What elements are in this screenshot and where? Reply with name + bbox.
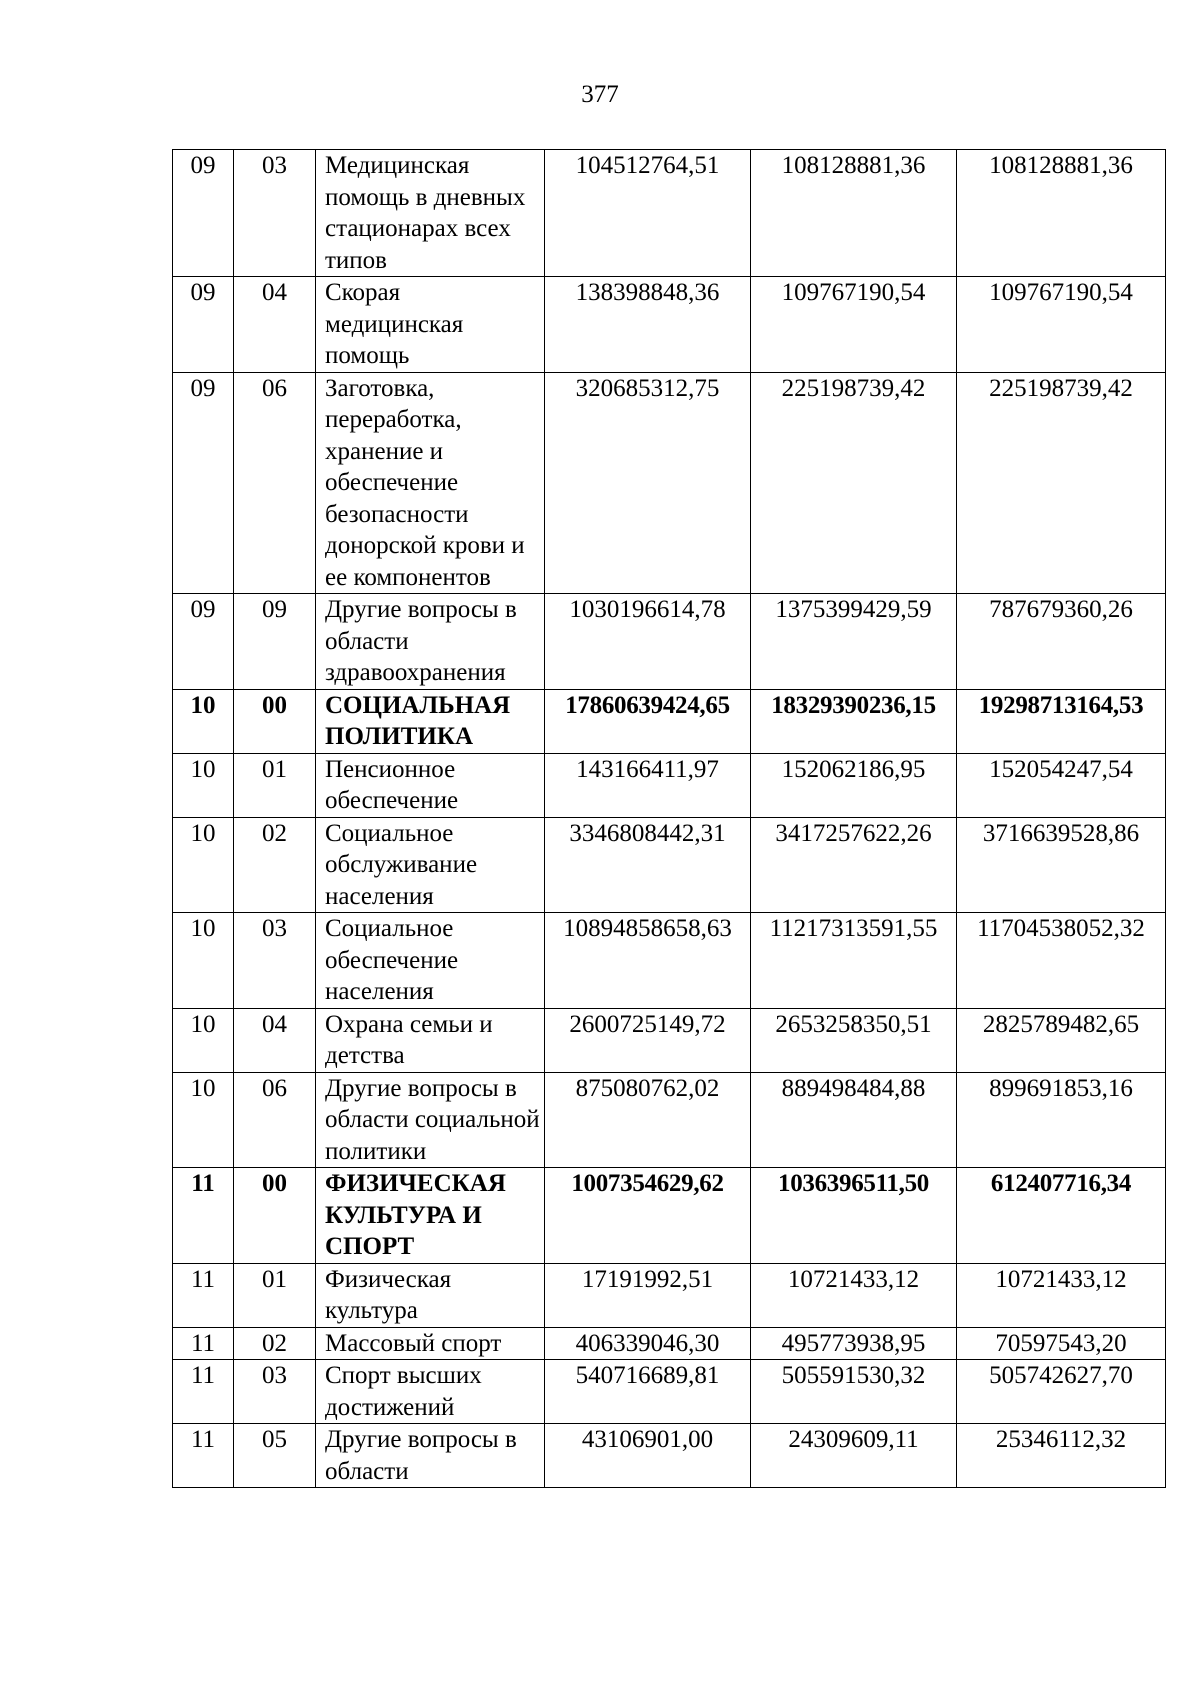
- subsection-code-cell: 09: [234, 594, 316, 690]
- item-name-cell: Физическая культура: [316, 1263, 545, 1327]
- section-code-cell: 09: [173, 372, 234, 594]
- subsection-code-cell: 02: [234, 817, 316, 913]
- table-row: [173, 150, 1166, 277]
- subsection-code-cell: 03: [234, 1360, 316, 1424]
- amount-3-cell: 505742627,70: [957, 1360, 1166, 1424]
- subsection-code-cell: 02: [234, 1327, 316, 1360]
- section-code-cell: 10: [173, 1072, 234, 1168]
- table-row: [173, 817, 1166, 913]
- section-code-cell: 11: [173, 1168, 234, 1264]
- item-name-cell: Массовый спорт: [316, 1327, 545, 1360]
- item-name-cell: Социальное обслуживание населения: [316, 817, 545, 913]
- table-row: [173, 277, 1166, 373]
- amount-2-cell: 505591530,32: [751, 1360, 957, 1424]
- amount-2-cell: 10721433,12: [751, 1263, 957, 1327]
- amount-3-cell: 2825789482,65: [957, 1008, 1166, 1072]
- amount-2-cell: 1375399429,59: [751, 594, 957, 690]
- amount-1-cell: 138398848,36: [545, 277, 751, 373]
- subsection-code-cell: 06: [234, 372, 316, 594]
- subsection-code-cell: 03: [234, 913, 316, 1009]
- table-row: [173, 1008, 1166, 1072]
- amount-2-cell: 152062186,95: [751, 753, 957, 817]
- amount-3-cell: 152054247,54: [957, 753, 1166, 817]
- section-code-cell: 11: [173, 1263, 234, 1327]
- amount-3-cell: 108128881,36: [957, 150, 1166, 277]
- amount-3-cell: 109767190,54: [957, 277, 1166, 373]
- table-row: [173, 372, 1166, 594]
- table-row: [173, 1360, 1166, 1424]
- amount-1-cell: 1030196614,78: [545, 594, 751, 690]
- amount-2-cell: 889498484,88: [751, 1072, 957, 1168]
- amount-3-cell: 225198739,42: [957, 372, 1166, 594]
- amount-1-cell: 3346808442,31: [545, 817, 751, 913]
- amount-1-cell: 406339046,30: [545, 1327, 751, 1360]
- item-name-cell: Социальное обеспечение населения: [316, 913, 545, 1009]
- amount-2-cell: 2653258350,51: [751, 1008, 957, 1072]
- section-code-cell: 11: [173, 1360, 234, 1424]
- item-name-cell: Медицинская помощь в дневных стационарах всех типов: [316, 150, 545, 277]
- amount-3-cell: 11704538052,32: [957, 913, 1166, 1009]
- amount-3-cell: 25346112,32: [957, 1424, 1166, 1488]
- amount-3-cell: 10721433,12: [957, 1263, 1166, 1327]
- item-name-cell: Другие вопросы в области социальной политики: [316, 1072, 545, 1168]
- section-code-cell: 10: [173, 817, 234, 913]
- amount-1-cell: 17191992,51: [545, 1263, 751, 1327]
- table-row: [173, 753, 1166, 817]
- section-total-row: [173, 1168, 1166, 1264]
- item-name-cell: Другие вопросы в области здравоохранения: [316, 594, 545, 690]
- item-name-cell: ФИЗИЧЕСКАЯ КУЛЬТУРА И СПОРТ: [316, 1168, 545, 1264]
- subsection-code-cell: 00: [234, 1168, 316, 1264]
- amount-3-cell: 19298713164,53: [957, 689, 1166, 753]
- section-code-cell: 10: [173, 913, 234, 1009]
- amount-3-cell: 612407716,34: [957, 1168, 1166, 1264]
- amount-1-cell: 875080762,02: [545, 1072, 751, 1168]
- subsection-code-cell: 04: [234, 277, 316, 373]
- table-row: [173, 1424, 1166, 1488]
- amount-1-cell: 104512764,51: [545, 150, 751, 277]
- section-code-cell: 10: [173, 689, 234, 753]
- section-code-cell: 09: [173, 277, 234, 373]
- budget-table: [172, 149, 1166, 1488]
- item-name-cell: Другие вопросы в области: [316, 1424, 545, 1488]
- amount-1-cell: 2600725149,72: [545, 1008, 751, 1072]
- subsection-code-cell: 05: [234, 1424, 316, 1488]
- section-code-cell: 10: [173, 753, 234, 817]
- amount-2-cell: 24309609,11: [751, 1424, 957, 1488]
- item-name-cell: Заготовка, переработка, хранение и обеспечение безопасности донорской крови и ее компонентов: [316, 372, 545, 594]
- amount-2-cell: 109767190,54: [751, 277, 957, 373]
- amount-1-cell: 17860639424,65: [545, 689, 751, 753]
- table-row: [173, 594, 1166, 690]
- item-name-cell: Охрана семьи и детства: [316, 1008, 545, 1072]
- amount-2-cell: 11217313591,55: [751, 913, 957, 1009]
- amount-3-cell: 787679360,26: [957, 594, 1166, 690]
- subsection-code-cell: 03: [234, 150, 316, 277]
- table-row: [173, 913, 1166, 1009]
- amount-1-cell: 143166411,97: [545, 753, 751, 817]
- item-name-cell: СОЦИАЛЬНАЯ ПОЛИТИКА: [316, 689, 545, 753]
- table-row: [173, 1327, 1166, 1360]
- amount-3-cell: 899691853,16: [957, 1072, 1166, 1168]
- item-name-cell: Пенсионное обеспечение: [316, 753, 545, 817]
- amount-2-cell: 108128881,36: [751, 150, 957, 277]
- subsection-code-cell: 01: [234, 1263, 316, 1327]
- item-name-cell: Скорая медицинская помощь: [316, 277, 545, 373]
- subsection-code-cell: 06: [234, 1072, 316, 1168]
- section-total-row: [173, 689, 1166, 753]
- amount-2-cell: 1036396511,50: [751, 1168, 957, 1264]
- amount-2-cell: 495773938,95: [751, 1327, 957, 1360]
- section-code-cell: 11: [173, 1424, 234, 1488]
- amount-2-cell: 3417257622,26: [751, 817, 957, 913]
- amount-1-cell: 43106901,00: [545, 1424, 751, 1488]
- amount-1-cell: 540716689,81: [545, 1360, 751, 1424]
- amount-2-cell: 18329390236,15: [751, 689, 957, 753]
- table-row: [173, 1072, 1166, 1168]
- table-row: [173, 1263, 1166, 1327]
- section-code-cell: 10: [173, 1008, 234, 1072]
- amount-1-cell: 320685312,75: [545, 372, 751, 594]
- amount-3-cell: 3716639528,86: [957, 817, 1166, 913]
- subsection-code-cell: 04: [234, 1008, 316, 1072]
- item-name-cell: Спорт высших достижений: [316, 1360, 545, 1424]
- subsection-code-cell: 00: [234, 689, 316, 753]
- amount-1-cell: 1007354629,62: [545, 1168, 751, 1264]
- page-number: 377: [581, 81, 619, 108]
- budget-table-body: [173, 150, 1166, 1488]
- amount-2-cell: 225198739,42: [751, 372, 957, 594]
- amount-3-cell: 70597543,20: [957, 1327, 1166, 1360]
- section-code-cell: 09: [173, 150, 234, 277]
- section-code-cell: 11: [173, 1327, 234, 1360]
- subsection-code-cell: 01: [234, 753, 316, 817]
- section-code-cell: 09: [173, 594, 234, 690]
- amount-1-cell: 10894858658,63: [545, 913, 751, 1009]
